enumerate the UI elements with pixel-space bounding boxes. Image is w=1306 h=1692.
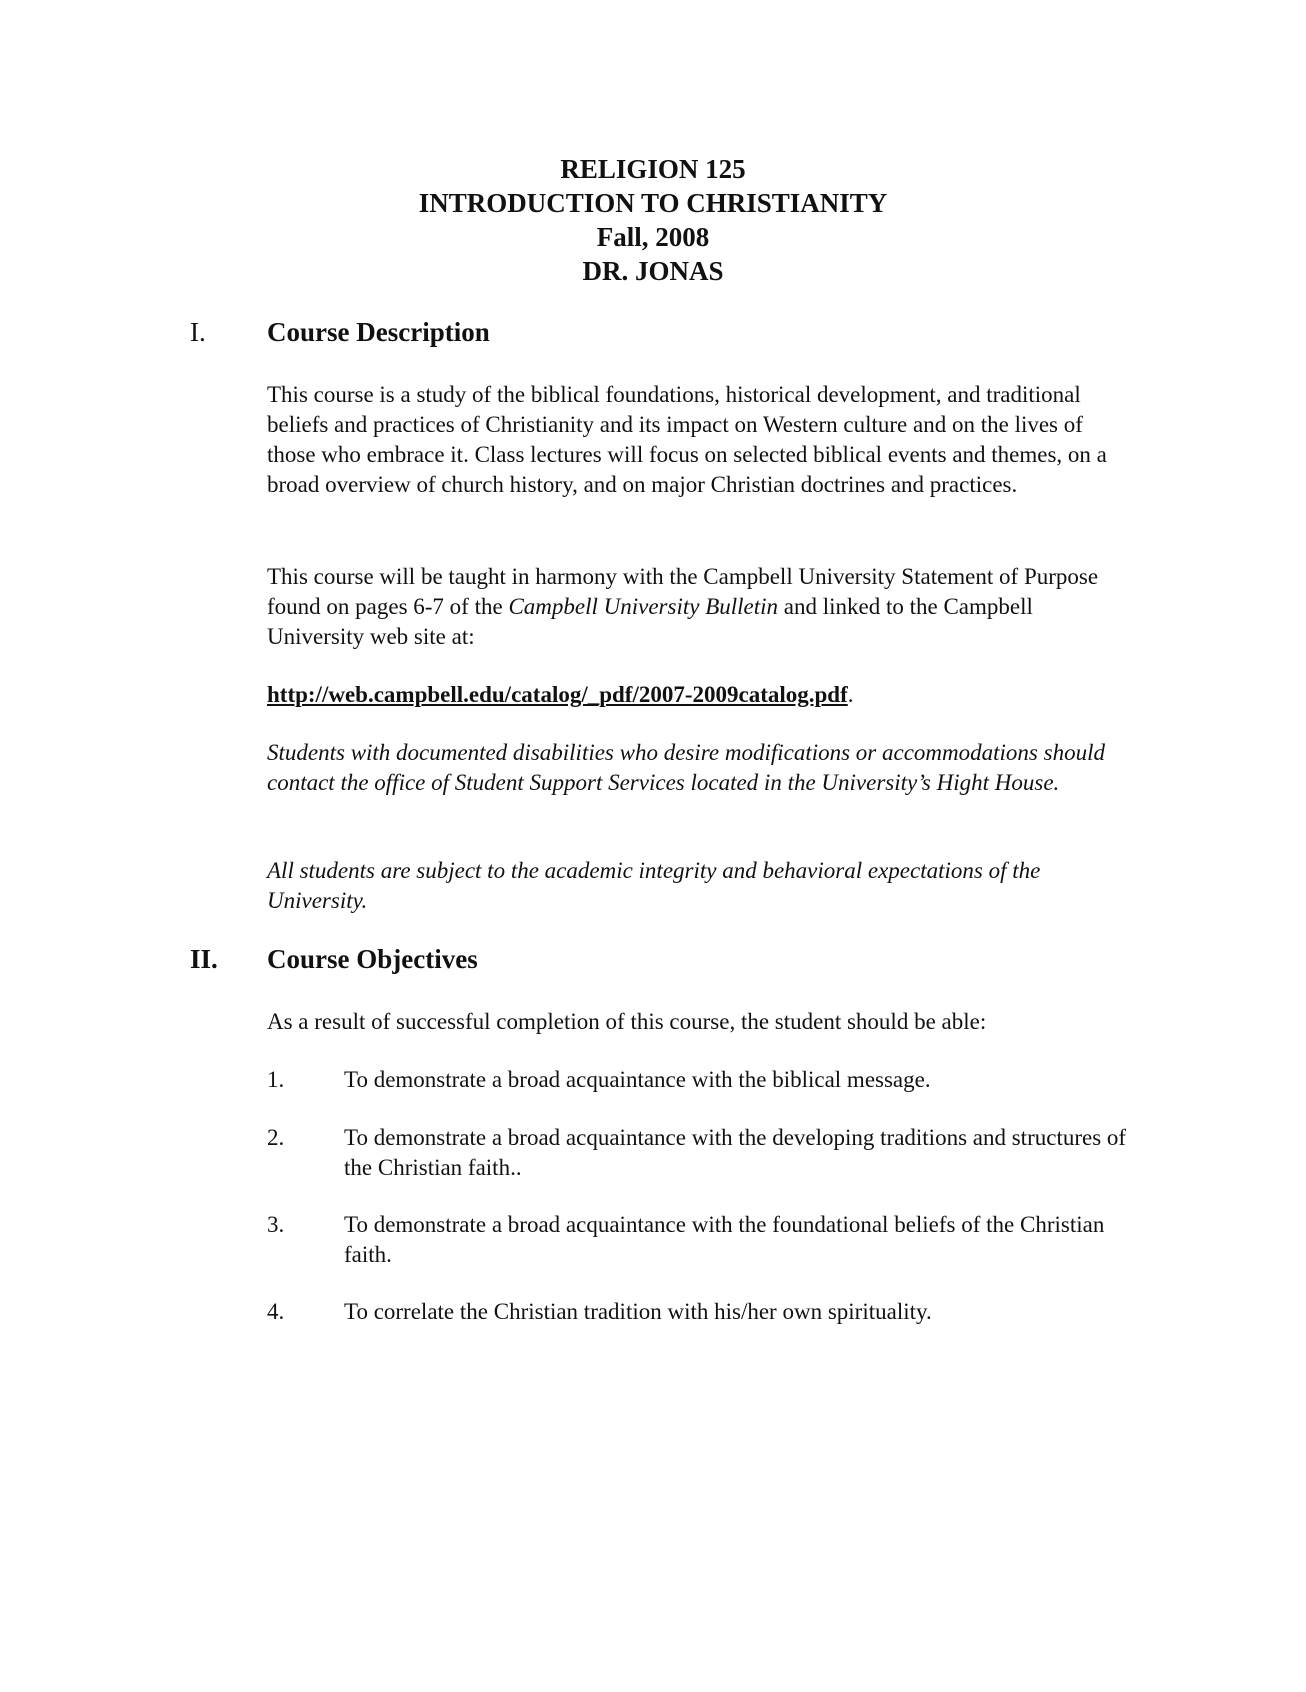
catalog-link-paragraph <box>267 680 1117 710</box>
paragraph-text-part: This course will be taught in harmony with the Campbell University Statement of Purpose found on pages 6-7 of the <box>267 564 1099 619</box>
catalog-link[interactable]: http://web.campbell.edu/catalog/_pdf/2007-2009catalog.pdf <box>267 682 848 707</box>
statement-of-purpose-paragraph <box>267 562 1117 652</box>
section-number: I. <box>190 317 206 347</box>
paragraph-text: Students with documented disabilities who desire modifications or accommodations should contact the office of Student Support Services located in the University’s Hight House. <box>267 740 1105 795</box>
paragraph-text-part: and linked to the Campbell University web site at: <box>267 594 1033 649</box>
course-code: RELIGION 125 <box>560 154 746 184</box>
objective-text: To demonstrate a broad acquaintance with the developing traditions and structures of the Christian faith.. <box>344 1125 1127 1180</box>
course-description-paragraph <box>267 380 1117 500</box>
document-header <box>0 152 1306 288</box>
paragraph-text: All students are subject to the academic integrity and behavioral expectations of the University. <box>267 858 1041 913</box>
paragraph-text: As a result of successful completion of this course, the student should be able: <box>267 1009 987 1034</box>
objective-number: 4. <box>267 1299 285 1324</box>
objective-text: To demonstrate a broad acquaintance with the biblical message. <box>344 1067 931 1092</box>
objective-number: 3. <box>267 1212 285 1237</box>
bulletin-title: Campbell University Bulletin <box>508 594 779 619</box>
section-title: Course Description <box>267 317 490 347</box>
paragraph-text <box>267 562 1117 652</box>
section-title: Course Objectives <box>267 944 478 974</box>
course-instructor: DR. JONAS <box>582 256 724 286</box>
course-title: INTRODUCTION TO CHRISTIANITY <box>418 188 888 218</box>
link-suffix: . <box>847 682 854 707</box>
objective-number: 2. <box>267 1125 285 1150</box>
objective-text: To correlate the Christian tradition with his/her own spirituality. <box>344 1299 932 1324</box>
objective-text: To demonstrate a broad acquaintance with the foundational beliefs of the Christian faith. <box>344 1212 1105 1267</box>
section-number: II. <box>190 944 218 974</box>
paragraph-text <box>267 680 1117 710</box>
objective-number: 1. <box>267 1067 285 1092</box>
objectives-intro <box>267 1007 1117 1037</box>
academic-integrity-paragraph <box>267 856 1117 916</box>
disabilities-paragraph <box>267 738 1117 798</box>
course-term: Fall, 2008 <box>596 222 710 252</box>
paragraph-text: This course is a study of the biblical foundations, historical development, and traditional beliefs and practices of Christianity and its impact on Western culture and on the lives of those who embrace it. Class lectures will focus on selected biblical events and themes, on a broad overview of church history, and on major Christian doctrines and practices. <box>267 382 1107 497</box>
